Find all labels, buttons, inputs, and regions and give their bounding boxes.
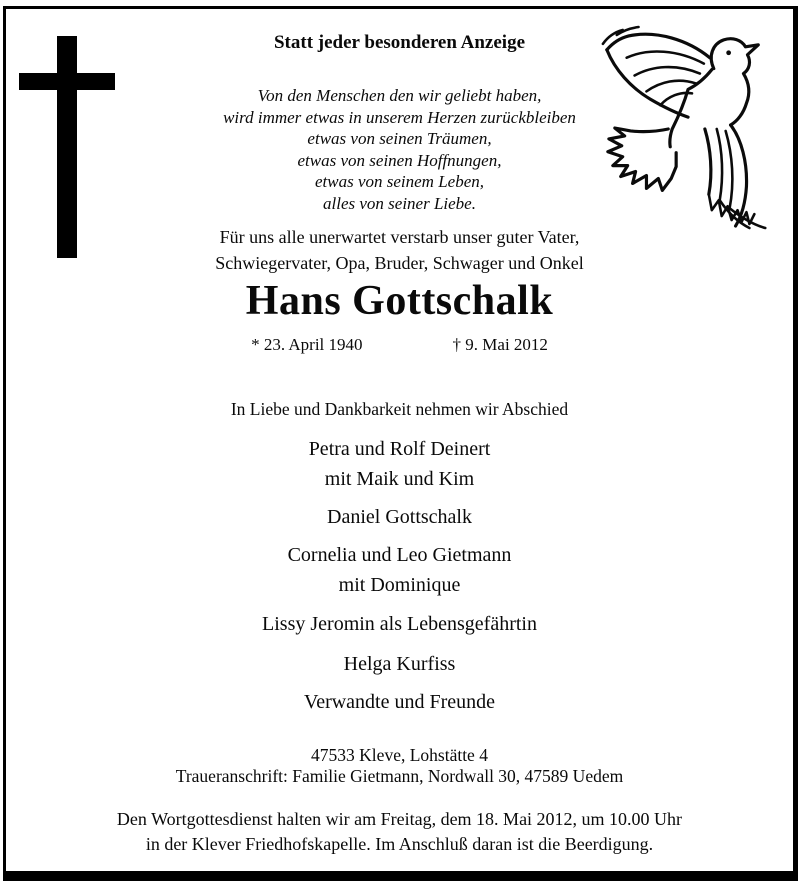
intro-line: Schwiegervater, Opa, Bruder, Schwager und Onkel [215,253,584,273]
mourner-entry [6,502,793,532]
mourner-line: mit Maik und Kim [324,468,475,490]
mourner-line: Verwandte und Freunde [303,691,496,713]
poem-line: etwas von seinen Hoffnungen, [297,150,502,170]
death-date: † 9. Mai 2012 [452,335,548,354]
mourner-entry [6,649,793,679]
poem [6,85,793,214]
mourner-entry [6,687,793,717]
poem-line: etwas von seinem Leben, [314,172,485,191]
mourner-entry [6,540,793,600]
intro-line: Für uns alle unerwartet verstarb unser guter Vater, [219,227,580,247]
mourner-entry [6,434,793,494]
birth-date: * 23. April 1940 [251,335,363,354]
mourner-line: Lissy Jeromin als Lebensgefährtin [262,613,537,635]
life-dates [6,335,793,355]
address-line: Traueranschrift: Familie Gietmann, Nordwall 30, 47589 Uedem [175,766,624,786]
poem-line: etwas von seinen Träumen, [307,129,492,148]
service-line: Den Wortgottesdienst halten wir am Freitag, dem 18. Mai 2012, um 10.00 Uhr [116,809,683,829]
mourner-line: mit Dominique [338,574,461,596]
address-line: 47533 Kleve, Lohstätte 4 [311,745,488,765]
mourner-line: Helga Kurfiss [343,653,456,675]
poem-line: wird immer etwas in unserem Herzen zurückbleiben [223,107,576,127]
mourner-line: Daniel Gottschalk [327,506,472,528]
mourner-line: Cornelia und Leo Gietmann [287,544,512,566]
poem-line: alles von seiner Liebe. [323,193,476,213]
mourner-line: Petra und Rolf Deinert [308,438,491,460]
intro-text [6,224,793,276]
farewell-line: In Liebe und Dankbarkeit nehmen wir Abschied [230,399,569,419]
obituary-card [3,6,798,881]
service-line: in der Klever Friedhofskapelle. Im Anschluß daran ist die Beerdigung. [145,834,654,854]
service-info [6,807,793,857]
mourner-entry [6,609,793,639]
poem-line: Von den Menschen den wir geliebt haben, [257,86,542,105]
deceased-name: Hans Gottschalk [245,278,554,324]
address-block [6,745,793,787]
header-line: Statt jeder besonderen Anzeige [273,32,526,53]
